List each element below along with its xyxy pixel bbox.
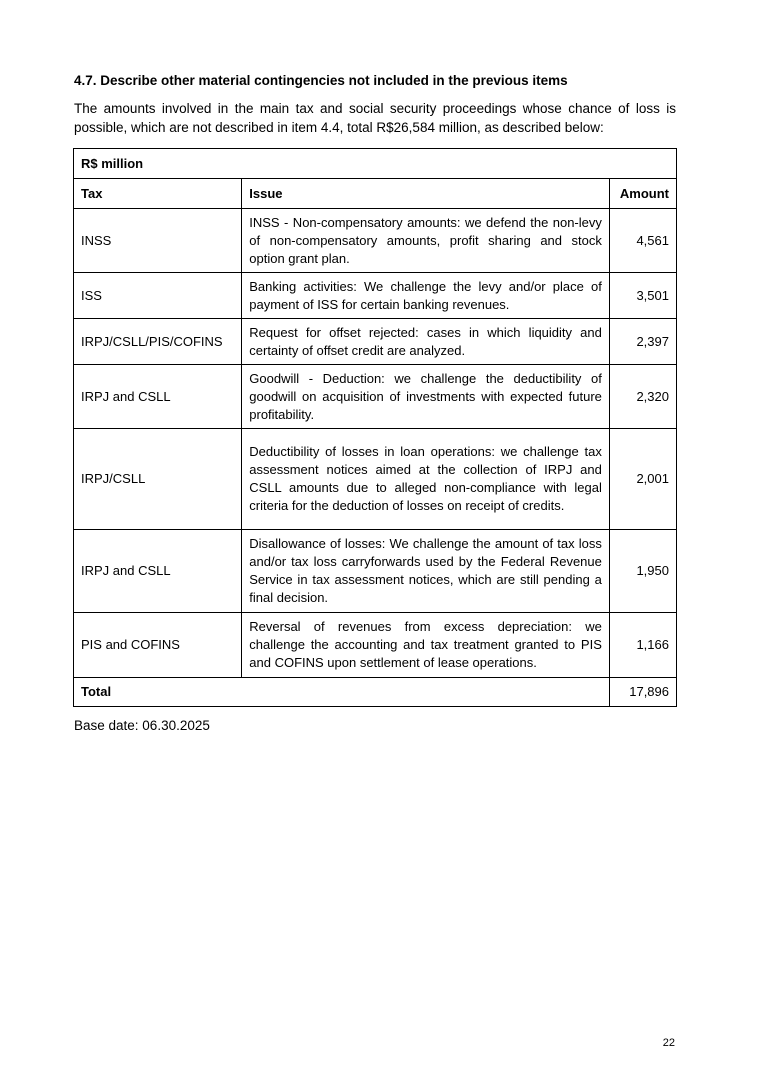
table-row	[74, 209, 677, 273]
intro-paragraph: The amounts involved in the main tax and social security proceedings whose chance of loss is possible, which are not described in item 4.4, total R$26,584 million, as described below:	[74, 101, 676, 135]
table-row	[74, 319, 677, 365]
table-caption-row	[74, 149, 677, 179]
header-tax: Tax	[74, 179, 242, 209]
issue-cell: Request for offset rejected: cases in which liquidity and certainty of offset credit are analyzed.	[242, 319, 610, 365]
amount-cell: 4,561	[609, 209, 676, 273]
tax-cell: PIS and COFINS	[74, 613, 242, 678]
table-row	[74, 273, 677, 319]
table-row	[74, 365, 677, 429]
section-heading: 4.7. Describe other material contingencies not included in the previous items	[74, 73, 568, 88]
tax-cell: INSS	[74, 209, 242, 273]
total-amount: 17,896	[609, 678, 676, 707]
issue-cell: Disallowance of losses: We challenge the amount of tax loss and/or tax loss carryforwards used by the Federal Revenue Service in tax assessment notices, which are still pending a final decision.	[242, 530, 610, 613]
table-header-row	[74, 179, 677, 209]
table-row	[74, 429, 677, 530]
amount-cell: 2,001	[609, 429, 676, 530]
table-row	[74, 613, 677, 678]
amount-cell: 1,950	[609, 530, 676, 613]
base-date: Base date: 06.30.2025	[74, 718, 210, 733]
issue-cell: Deductibility of losses in loan operations: we challenge tax assessment notices aimed at the collection of IRPJ and CSLL amounts due to alleged non-compliance with legal criteria for the deduction of losses on receipt of credits.	[242, 429, 610, 530]
table-row	[74, 530, 677, 613]
header-amount: Amount	[609, 179, 676, 209]
amount-cell: 2,320	[609, 365, 676, 429]
tax-cell: ISS	[74, 273, 242, 319]
amount-cell: 2,397	[609, 319, 676, 365]
table-caption: R$ million	[74, 149, 677, 179]
total-label: Total	[74, 678, 610, 707]
issue-cell: Banking activities: We challenge the levy and/or place of payment of ISS for certain banking revenues.	[242, 273, 610, 319]
tax-cell: IRPJ and CSLL	[74, 530, 242, 613]
header-issue: Issue	[242, 179, 610, 209]
tax-cell: IRPJ/CSLL/PIS/COFINS	[74, 319, 242, 365]
issue-cell: Reversal of revenues from excess depreciation: we challenge the accounting and tax treatment granted to PIS and COFINS upon settlement of lease operations.	[242, 613, 610, 678]
table-total-row	[74, 678, 677, 707]
contingencies-table	[73, 148, 677, 707]
tax-cell: IRPJ and CSLL	[74, 365, 242, 429]
page-number: 22	[662, 1037, 675, 1049]
issue-cell: Goodwill - Deduction: we challenge the deductibility of goodwill on acquisition of investments with expected future profitability.	[242, 365, 610, 429]
tax-cell: IRPJ/CSLL	[74, 429, 242, 530]
amount-cell: 1,166	[609, 613, 676, 678]
amount-cell: 3,501	[609, 273, 676, 319]
issue-cell: INSS - Non-compensatory amounts: we defend the non-levy of non-compensatory amounts, profit sharing and stock option grant plan.	[242, 209, 610, 273]
